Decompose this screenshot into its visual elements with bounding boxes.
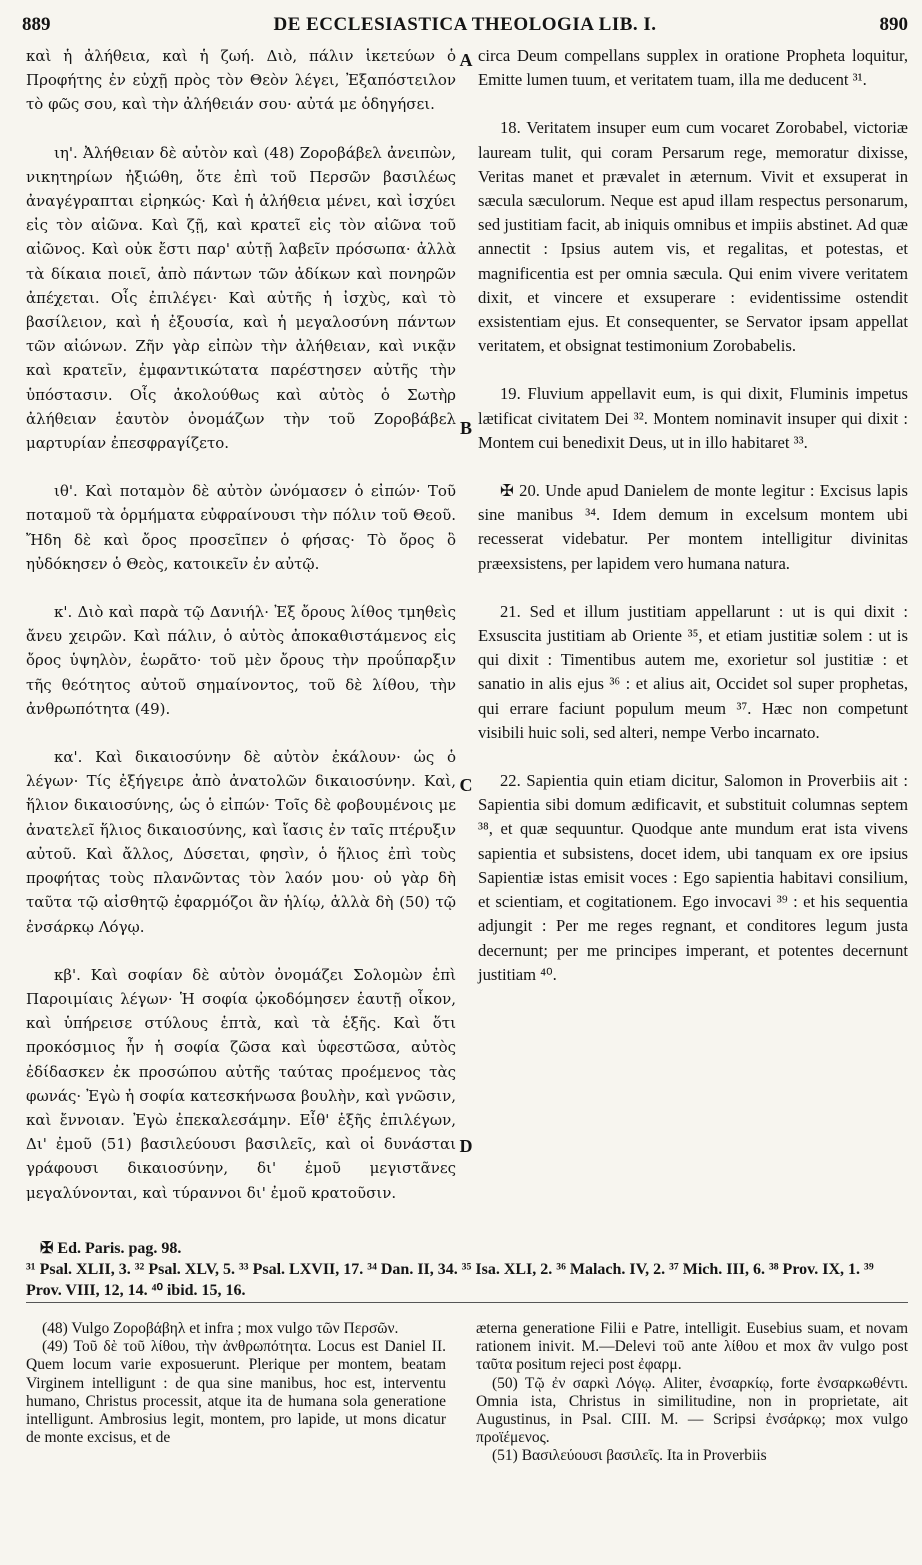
latin-paragraph: 18. Veritatem insuper eum cum vocaret Zorobabel, victoriæ lauream tulit, qui coram Persarum rege, memoratur dixisse, Veritas manet et prævalet in æternum. Vivit et exsuperat in sæcula sæculorum. Neque est apud illam respectus personarum, sed justitiam facit, ab iniquis omnibus et impiis abstinet. Ad quæ annectit : Ipsius autem vis, et regalitas, et potestas, et magnificentia est per omnia sæcula. Qui enim vivere veritatem dixit, et vincere et exsuperare : evidentissime ostendit exsistentiam ejus. Et consequenter, se Servator ipsam appellat veritatem, et obsignat testimonium Zorobabelis. — [478, 118, 908, 356]
greek-paragraph: κ'. Διὸ καὶ παρὰ τῷ Δανιήλ· Ἐξ ὄρους λίθος τμηθεὶς ἄνευ χειρῶν. Καὶ πάλιν, ὁ αὐτὸς ἀποκαθιστάμενος εἰς ὄρος ὑψηλὸν, ἑωρᾶτο· τοῦ μὲν ὄρους τὴν προΰπαρξιν τῆς θεότητος αὐτοῦ σημαίνοντος, τοῦ δὲ λίθου, τὴν ἀνθρωπότητα (49). — [26, 603, 456, 718]
critical-note: æterna generatione Filii e Patre, intelligit. Eusebius suam, et novam rationem inivit. M.—Delevi τοῦ ante λίθου et mox ἂν vulgo post ταῦτα positum rejeci post ἐφαρμ. — [476, 1320, 908, 1374]
running-head — [22, 14, 908, 40]
margin-letter-b: B — [459, 418, 472, 438]
critical-notes-right — [476, 1320, 908, 1466]
margin-letter-d: D — [459, 1136, 473, 1156]
edition-note: ✠ Ed. Paris. pag. 98. — [40, 1240, 182, 1257]
margin-letter-c: C — [459, 775, 473, 795]
critical-note: (49) Τοῦ δὲ τοῦ λίθου, τὴν ἀνθρωπότητα. Locus est Daniel II. Quem locum varie exposuerunt. Plerique per montem, beatam Virginem intelligunt : de qua sine manibus, hoc est, interventu humano, Christus processit, atque ita de humana sola generatione intelligunt. Ambrosius legit, montem, pro lapide, ut mons dicatur de monte excisus, et de — [26, 1338, 446, 1447]
critical-notes-left — [26, 1320, 446, 1447]
greek-paragraph: κα'. Καὶ δικαιοσύνην δὲ αὐτὸν ἐκάλουν· ὡς ὁ λέγων· Τίς ἐξήγειρε ἀπὸ ἀνατολῶν δικαιοσύνην. Καὶ, ἥλιον δικαιοσύνης, ὡς ὁ εἰπών· Τοῖς δὲ φοβουμένοις με ἀνατελεῖ ἥλιος δικαιοσύνης, καὶ ἴασις ἐν ταῖς πτέρυξιν αὐτοῦ. Καὶ ἄλλος, Δύσεται, φησὶν, ὁ ἥλιος ἐπὶ τοὺς προφήτας τοὺς πλανῶντας τὸν λαόν μου· οὐ γὰρ δὴ ταῦτα τῷ αἰσθητῷ ἐφαρμόζοι ἂν ἡλίῳ, ἀλλὰ δὴ (50) τῷ ἐνσάρκῳ Λόγῳ. — [26, 748, 456, 936]
page-number-left: 889 — [22, 14, 51, 35]
greek-paragraph: καὶ ἡ ἀλήθεια, καὶ ἡ ζωή. Διὸ, πάλιν ἱκετεύων ὁ Προφήτης ἐν εὐχῇ πρὸς τὸν Θεὸν λέγει, Ἐξαπόστειλον τὸ φῶς σου, καὶ τὴν ἀλήθειάν σου· αὐτά με ὁδηγήσει. — [26, 47, 456, 114]
critical-note: (48) Vulgo Ζοροβάβηλ et infra ; mox vulgo τῶν Περσῶν. — [42, 1320, 399, 1337]
greek-column — [26, 44, 456, 1229]
page-number-right: 890 — [879, 14, 908, 35]
latin-paragraph: 21. Sed et illum justitiam appellarunt : ut is qui dixit : Exsuscita justitiam ab Oriente ³⁵, et etiam justitiæ solem : ut is qui dixit : Timentibus autem me, exorietur sol justitiæ : et sanatio in alis ejus ³⁶ : et alius ait, Occidet sol super prophetas, qui errare faciunt populum meum ³⁷. Hæc non competunt visibili huic soli, sed alteri, nempe Verbo incarnato. — [478, 601, 908, 742]
notes-divider — [26, 1302, 908, 1303]
latin-paragraph: circa Deum compellans supplex in oratione Propheta loquitur, Emitte lumen tuum, et veritatem tuam, illa me deducent ³¹. — [478, 46, 908, 90]
greek-paragraph: ιη'. Ἀλήθειαν δὲ αὐτὸν καὶ (48) Ζοροβάβελ ἀνειπὼν, νικητηρίων ἠξιώθη, ὅτε ἐπὶ τοῦ Περσῶν βασιλέως ἀναγέγραπται εἰρηκώς· Καὶ ἡ ἀλήθεια μένει, καὶ ἰσχύει εἰς τὸν αἰῶνα. Καὶ ζῇ, καὶ κρατεῖ εἰς τὸν αἰῶνα τοῦ αἰῶνος. Καὶ οὐκ ἔστι παρ' αὐτῇ λαβεῖν πρόσωπα· ἀλλὰ τὰ δίκαια ποιεῖ, ἀπὸ πάντων τῶν ἀδίκων καὶ πονηρῶν ἀπέχεται. Οἷς ἐπιλέγει· Καὶ αὐτῆς ἡ ἰσχὺς, καὶ τὸ βασίλειον, καὶ ἡ ἐξουσία, καὶ ἡ μεγαλοσύνη πάντων τῶν αἰώνων. Ζῆν γὰρ εἰπὼν τὴν ἀλήθειαν, καὶ νικᾷν καὶ κρατεῖν, ἐμφαντικώτατα παρέστησεν αὐτῆς τὴν ὑπόστασιν. Οἷς ἀκολούθως καὶ αὐτὸς ὁ Σωτὴρ ἀλήθειαν ἑαυτὸν ὀνομάζων τὴν τοῦ Ζοροβάβελ μαρτυρίαν ἐπεσφραγίζετο. — [26, 143, 456, 453]
latin-paragraph: ✠ 20. Unde apud Danielem de monte legitur : Excisus lapis sine manibus ³⁴. Idem demum in excelsum montem ubi recesserat videbatur. Per montem intelligitur divinitas præexsistens, per lapidem vero humana natura. — [478, 481, 908, 573]
latin-paragraph: 22. Sapientia quin etiam dicitur, Salomon in Proverbiis ait : Sapientia sibi domum ædificavit, et substituit columnas septem ³⁸, et quæ sequuntur. Quodque ante mundum erat ista vivens sapientia et subsistens, docet idem, ubi tanquam ex ore ipsius Sapientiæ istas emisit voces : Ego sapientia habitavi consilium, et scientiam, et cogitationem. Ego invocavi ³⁹ : et his sequentia adjungit : Per me reges regnant, et conditores legum justa decernunt; per me principes imperant, et potentes decernunt justitiam ⁴⁰. — [478, 771, 908, 984]
margin-letter-a: A — [459, 50, 473, 70]
scripture-references: ³¹ Psal. XLII, 3. ³² Psal. XLV, 5. ³³ Psal. LXVII, 17. ³⁴ Dan. II, 34. ³⁵ Isa. XLI, 2. ³⁶ Malach. IV, 2. ³⁷ Mich. III, 6. ³⁸ Prov. IX, 1. ³⁹ Prov. VIII, 12, 14. ⁴⁰ ibid. 15, 16. — [26, 1261, 874, 1299]
critical-note: (50) Τῷ ἐν σαρκὶ Λόγῳ. Aliter, ἐνσαρκίῳ, forte ἐνσαρκωθέντι. Omnia ista, Christus in similitudine, non in proprietate, ait Augustinus, in Psal. CIII. M. — Scripsi ἐνσάρκῳ; mox vulgo προϊέμενος. — [476, 1374, 908, 1447]
greek-paragraph: ιθ'. Καὶ ποταμὸν δὲ αὐτὸν ὠνόμασεν ὁ εἰπών· Τοῦ ποταμοῦ τὰ ὁρμήματα εὐφραίνουσι τὴν πόλιν τοῦ Θεοῦ. Ἤδη δὲ καὶ ὄρος προσεῖπεν ὁ φήσας· Τὸ ὄρος ὃ ηὐδόκησεν ὁ Θεὸς, κατοικεῖν ἐν αὐτῷ. — [26, 482, 456, 573]
critical-note: (51) Βασιλεύουσι βασιλεῖς. Ita in Proverbiis — [492, 1447, 767, 1465]
page-title: DE ECCLESIASTICA THEOLOGIA LIB. I. — [273, 14, 657, 35]
latin-paragraph: 19. Fluvium appellavit eum, is qui dixit, Fluminis impetus lætificat civitatem Dei ³². Montem nominavit insuper qui dixit : Montem cui benedixit Deus, ut in illo habitaret ³³. — [478, 384, 908, 452]
latin-column — [478, 44, 908, 1011]
scripture-footnotes — [26, 1238, 908, 1301]
greek-paragraph: κβ'. Καὶ σοφίαν δὲ αὐτὸν ὀνομάζει Σολομὼν ἐπὶ Παροιμίαις λέγων· Ἡ σοφία ᾠκοδόμησεν ἑαυτῇ οἶκον, καὶ ὑπήρεισε στύλους ἑπτὰ, καὶ τὰ ἑξῆς. Καὶ ὅτι προκόσμιος ἦν ἡ σοφία ζῶσα καὶ ὑφεστῶσα, αὐτὸς ἐδίδασκεν ἐκ προσώπου αὐτῆς ταύτας προέμενος τὰς φωνάς· Ἐγὼ ἡ σοφία κατεσκήνωσα βουλὴν, καὶ γνῶσιν, καὶ ἔννοιαν. Ἐγὼ ἐπεκαλεσάμην. Εἶθ' ἑξῆς ἐπιλέγων, Δι' ἐμοῦ (51) βασιλεύουσι βασιλεῖς, καὶ οἱ δυνάσται γράφουσι δικαιοσύνην, δι' ἐμοῦ μεγιστᾶνες μεγαλύνονται, καὶ τύραννοι δι' ἐμοῦ κρατοῦσιν. — [26, 965, 456, 1202]
